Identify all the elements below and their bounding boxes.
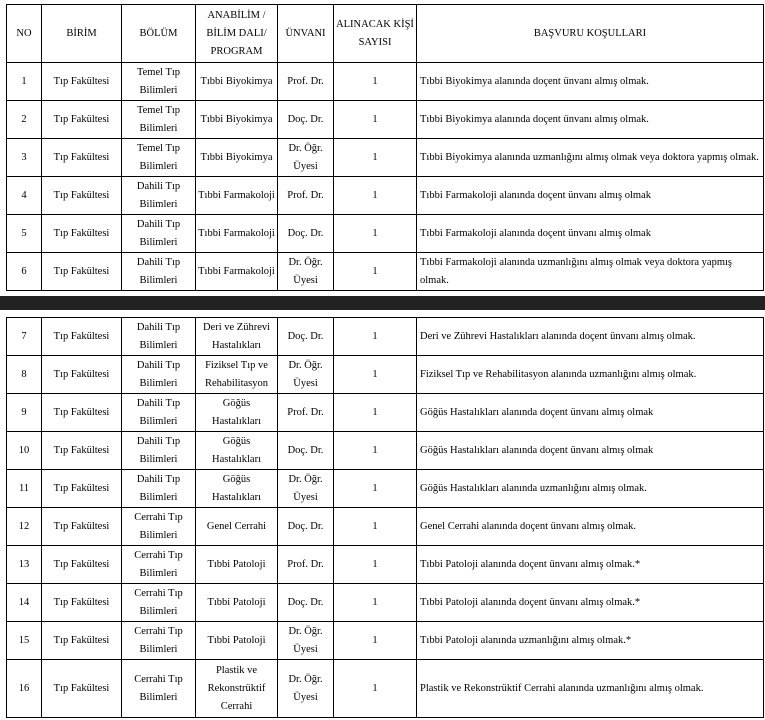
cell-birim: Tıp Fakültesi [42, 63, 122, 101]
cell-anabilim: Göğüs Hastalıkları [196, 394, 278, 432]
cell-kosul: Tıbbi Biyokimya alanında doçent ünvanı almış olmak. [417, 101, 764, 139]
cell-anabilim: Tıbbi Farmakoloji [196, 177, 278, 215]
cell-birim: Tıp Fakültesi [42, 139, 122, 177]
cell-kisi: 1 [334, 660, 417, 718]
cell-unvan: Dr. Öğr. Üyesi [278, 139, 334, 177]
table-row [7, 584, 764, 622]
cell-birim: Tıp Fakültesi [42, 177, 122, 215]
cell-kisi: 1 [334, 546, 417, 584]
cell-no: 15 [7, 622, 42, 660]
cell-unvan: Dr. Öğr. Üyesi [278, 660, 334, 718]
cell-birim: Tıp Fakültesi [42, 584, 122, 622]
page-break-divider [0, 296, 765, 310]
cell-bolum: Temel Tıp Bilimleri [122, 101, 196, 139]
cell-kosul: Tıbbi Patoloji alanında uzmanlığını almış olmak.* [417, 622, 764, 660]
cell-kosul: Tıbbi Farmakoloji alanında uzmanlığını almış olmak veya doktora yapmış olmak. [417, 253, 764, 291]
cell-unvan: Doç. Dr. [278, 432, 334, 470]
cell-kisi: 1 [334, 318, 417, 356]
cell-kisi: 1 [334, 177, 417, 215]
cell-kisi: 1 [334, 101, 417, 139]
cell-anabilim: Tıbbi Biyokimya [196, 139, 278, 177]
cell-birim: Tıp Fakültesi [42, 394, 122, 432]
cell-birim: Tıp Fakültesi [42, 318, 122, 356]
cell-kosul: Göğüs Hastalıkları alanında doçent ünvanı almış olmak [417, 394, 764, 432]
table-row [7, 622, 764, 660]
cell-unvan: Prof. Dr. [278, 177, 334, 215]
cell-birim: Tıp Fakültesi [42, 101, 122, 139]
cell-kosul: Plastik ve Rekonstrüktif Cerrahi alanında uzmanlığını almış olmak. [417, 660, 764, 718]
cell-no: 3 [7, 139, 42, 177]
cell-bolum: Temel Tıp Bilimleri [122, 139, 196, 177]
header-unvan: ÜNVANI [278, 5, 334, 63]
cell-bolum: Dahili Tıp Bilimleri [122, 318, 196, 356]
table-row [7, 546, 764, 584]
cell-kosul: Fiziksel Tıp ve Rehabilitasyon alanında uzmanlığını almış olmak. [417, 356, 764, 394]
table-row [7, 63, 764, 101]
cell-kisi: 1 [334, 356, 417, 394]
table-row [7, 508, 764, 546]
cell-bolum: Cerrahi Tıp Bilimleri [122, 584, 196, 622]
header-bolum: BÖLÜM [122, 5, 196, 63]
cell-bolum: Cerrahi Tıp Bilimleri [122, 508, 196, 546]
cell-no: 16 [7, 660, 42, 718]
table-row [7, 660, 764, 718]
cell-bolum: Dahili Tıp Bilimleri [122, 470, 196, 508]
cell-anabilim: Göğüs Hastalıkları [196, 432, 278, 470]
cell-unvan: Dr. Öğr. Üyesi [278, 253, 334, 291]
cell-no: 11 [7, 470, 42, 508]
cell-birim: Tıp Fakültesi [42, 253, 122, 291]
cell-no: 2 [7, 101, 42, 139]
cell-no: 12 [7, 508, 42, 546]
cell-kosul: Tıbbi Farmakoloji alanında doçent ünvanı almış olmak [417, 215, 764, 253]
cell-bolum: Dahili Tıp Bilimleri [122, 432, 196, 470]
cell-birim: Tıp Fakültesi [42, 546, 122, 584]
cell-birim: Tıp Fakültesi [42, 356, 122, 394]
cell-anabilim: Fiziksel Tıp ve Rehabilitasyon [196, 356, 278, 394]
table-row [7, 215, 764, 253]
cell-kisi: 1 [334, 215, 417, 253]
table-row [7, 394, 764, 432]
cell-kisi: 1 [334, 508, 417, 546]
cell-bolum: Temel Tıp Bilimleri [122, 63, 196, 101]
cell-no: 9 [7, 394, 42, 432]
cell-unvan: Prof. Dr. [278, 63, 334, 101]
cell-bolum: Dahili Tıp Bilimleri [122, 253, 196, 291]
cell-anabilim: Tıbbi Patoloji [196, 622, 278, 660]
cell-anabilim: Tıbbi Farmakoloji [196, 253, 278, 291]
cell-kosul: Tıbbi Patoloji alanında doçent ünvanı almış olmak.* [417, 584, 764, 622]
cell-unvan: Dr. Öğr. Üyesi [278, 622, 334, 660]
cell-unvan: Doç. Dr. [278, 101, 334, 139]
cell-kosul: Göğüs Hastalıkları alanında doçent ünvanı almış olmak [417, 432, 764, 470]
cell-unvan: Doç. Dr. [278, 215, 334, 253]
table-row [7, 318, 764, 356]
cell-birim: Tıp Fakültesi [42, 660, 122, 718]
cell-no: 5 [7, 215, 42, 253]
positions-table-page-1 [6, 4, 764, 291]
cell-anabilim: Tıbbi Patoloji [196, 584, 278, 622]
table-row [7, 139, 764, 177]
header-anabilim: ANABİLİM / BİLİM DALI/ PROGRAM [196, 5, 278, 63]
cell-kosul: Tıbbi Biyokimya alanında doçent ünvanı almış olmak. [417, 63, 764, 101]
cell-no: 13 [7, 546, 42, 584]
cell-no: 6 [7, 253, 42, 291]
cell-kisi: 1 [334, 63, 417, 101]
header-kisi-sayisi: ALINACAK KİŞİ SAYISI [334, 5, 417, 63]
cell-bolum: Cerrahi Tıp Bilimleri [122, 660, 196, 718]
cell-anabilim: Plastik ve Rekonstrüktif Cerrahi [196, 660, 278, 718]
cell-anabilim: Tıbbi Biyokimya [196, 63, 278, 101]
cell-unvan: Prof. Dr. [278, 546, 334, 584]
cell-birim: Tıp Fakültesi [42, 432, 122, 470]
cell-birim: Tıp Fakültesi [42, 215, 122, 253]
cell-anabilim: Deri ve Zührevi Hastalıkları [196, 318, 278, 356]
cell-unvan: Prof. Dr. [278, 394, 334, 432]
cell-unvan: Doç. Dr. [278, 318, 334, 356]
cell-unvan: Dr. Öğr. Üyesi [278, 470, 334, 508]
cell-no: 4 [7, 177, 42, 215]
cell-unvan: Doç. Dr. [278, 508, 334, 546]
cell-birim: Tıp Fakültesi [42, 470, 122, 508]
table-header-row [7, 5, 764, 63]
cell-unvan: Doç. Dr. [278, 584, 334, 622]
cell-bolum: Cerrahi Tıp Bilimleri [122, 622, 196, 660]
cell-no: 1 [7, 63, 42, 101]
cell-kosul: Deri ve Zührevi Hastalıkları alanında doçent ünvanı almış olmak. [417, 318, 764, 356]
cell-bolum: Dahili Tıp Bilimleri [122, 356, 196, 394]
positions-table-page-2 [6, 317, 764, 718]
cell-birim: Tıp Fakültesi [42, 622, 122, 660]
table-row [7, 177, 764, 215]
cell-kisi: 1 [334, 584, 417, 622]
cell-kisi: 1 [334, 139, 417, 177]
cell-anabilim: Tıbbi Farmakoloji [196, 215, 278, 253]
cell-kosul: Göğüs Hastalıkları alanında uzmanlığını almış olmak. [417, 470, 764, 508]
header-no: NO [7, 5, 42, 63]
cell-anabilim: Genel Cerrahi [196, 508, 278, 546]
cell-birim: Tıp Fakültesi [42, 508, 122, 546]
table-row [7, 101, 764, 139]
cell-kisi: 1 [334, 622, 417, 660]
cell-no: 8 [7, 356, 42, 394]
cell-anabilim: Göğüs Hastalıkları [196, 470, 278, 508]
cell-kosul: Tıbbi Biyokimya alanında uzmanlığını almış olmak veya doktora yapmış olmak. [417, 139, 764, 177]
cell-bolum: Dahili Tıp Bilimleri [122, 177, 196, 215]
cell-kosul: Tıbbi Patoloji alanında doçent ünvanı almış olmak.* [417, 546, 764, 584]
cell-kisi: 1 [334, 470, 417, 508]
cell-kisi: 1 [334, 394, 417, 432]
header-birim: BİRİM [42, 5, 122, 63]
cell-no: 14 [7, 584, 42, 622]
table-body-page-1 [7, 63, 764, 291]
cell-no: 7 [7, 318, 42, 356]
cell-anabilim: Tıbbi Biyokimya [196, 101, 278, 139]
table-row [7, 432, 764, 470]
table-row [7, 470, 764, 508]
cell-bolum: Dahili Tıp Bilimleri [122, 215, 196, 253]
cell-kisi: 1 [334, 432, 417, 470]
header-basvuru-kosullari: BAŞVURU KOŞULLARI [417, 5, 764, 63]
cell-kosul: Genel Cerrahi alanında doçent ünvanı almış olmak. [417, 508, 764, 546]
table-row [7, 253, 764, 291]
cell-bolum: Cerrahi Tıp Bilimleri [122, 546, 196, 584]
cell-unvan: Dr. Öğr. Üyesi [278, 356, 334, 394]
cell-bolum: Dahili Tıp Bilimleri [122, 394, 196, 432]
cell-no: 10 [7, 432, 42, 470]
table-row [7, 356, 764, 394]
cell-kosul: Tıbbi Farmakoloji alanında doçent ünvanı almış olmak [417, 177, 764, 215]
cell-anabilim: Tıbbi Patoloji [196, 546, 278, 584]
cell-kisi: 1 [334, 253, 417, 291]
table-body-page-2 [7, 318, 764, 718]
